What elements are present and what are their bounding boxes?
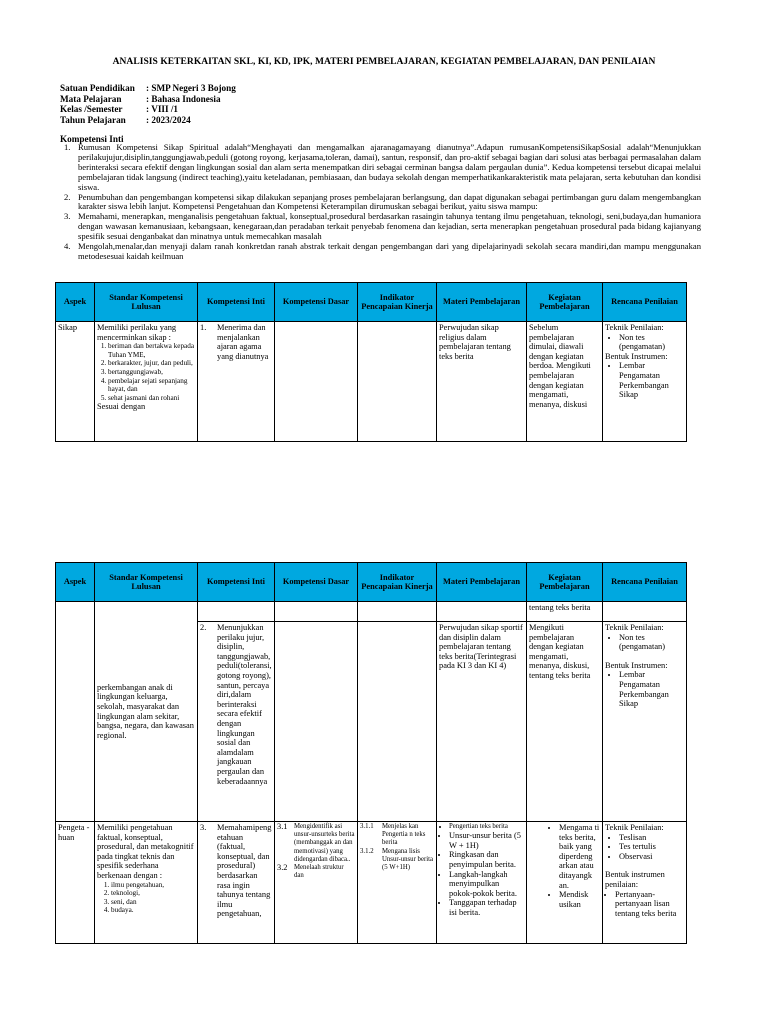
penilaian-instrumen: Bentuk Instrumen: — [605, 351, 668, 361]
header-ipk: Indikator Pencapaian Kinerja — [358, 283, 437, 322]
list-item: • Lembar Pengamatan Perkembangan Sikap — [619, 670, 684, 708]
ki-heading: Kompetensi Inti — [60, 134, 124, 144]
penilaian-teknik-list — [605, 633, 684, 652]
cell-penilaian — [603, 622, 687, 822]
kd-text: Mengidentifik asi unsur-unsurteks berita (membanggak an dan memotivasi) yang didengardan dibaca.. — [294, 823, 355, 863]
penilaian-instrumen: Bentuk instrumen penilaian: — [605, 870, 665, 889]
ipk-item — [360, 823, 434, 848]
cell-aspek: Pengeta -huan — [56, 822, 95, 944]
info-value: : Bahasa Indonesia — [146, 93, 221, 104]
kd-number: 3.2 — [277, 863, 288, 873]
info-value: : 2023/2024 — [146, 114, 191, 125]
ipk-number: 3.1.1 — [360, 823, 374, 830]
list-item: • Lembar Pengamatan Perkembangan Sikap — [619, 361, 684, 399]
header-kegiatan: Kegiatan Pembelajaran — [527, 283, 603, 322]
cell-ki — [198, 622, 275, 822]
list-item: 5. sehat jasmani dan rohani — [108, 394, 195, 403]
list-item: 4. pembelajar sejati sepanjang hayat, dan — [108, 377, 195, 394]
cell-kegiatan: tentang teks berita — [527, 602, 603, 622]
list-item: • Mendisk usikan — [559, 890, 600, 909]
penilaian-teknik-list — [605, 833, 684, 862]
table-header-row — [56, 563, 687, 602]
ki-item — [60, 193, 701, 213]
header-aspek: Aspek — [56, 283, 95, 322]
cell-materi: Perwujudan sikap sportif dan disiplin dalam pembelajaran tentang teks berita(Terintegrasi pada KI 3 dan KI 4) — [437, 622, 527, 822]
identity-block — [60, 83, 236, 125]
header-skl: Standar Kompetensi Lulusan — [95, 563, 198, 602]
ki-number: 2. — [200, 623, 207, 632]
cell-ipk — [358, 822, 437, 944]
kd-item — [277, 823, 355, 864]
kegiatan-list — [529, 823, 600, 909]
skl-list — [97, 342, 195, 402]
penilaian-instrumen-list — [605, 890, 684, 919]
list-item: • Langkah-langkah menyimpulkan pokok-pokok berita. — [449, 870, 524, 899]
info-value: : SMP Negeri 3 Bojong — [146, 83, 236, 93]
cell-kd — [275, 622, 358, 822]
header-materi: Materi Pembelajaran — [437, 563, 527, 602]
ki-item — [60, 143, 701, 193]
analysis-table-2 — [55, 562, 687, 944]
header-aspek: Aspek — [56, 563, 95, 602]
cell-ki — [198, 602, 275, 622]
ki-number: 1. — [64, 142, 71, 152]
ki-number: 3. — [64, 211, 71, 222]
header-penilaian: Rencana Penilaian — [603, 563, 687, 602]
ki-list — [60, 143, 701, 262]
cell-skl: perkembangan anak di lingkungan keluarga, sekolah, masyarakat dan lingkungan alam sekitar, bangsa, negara, dan kawasan regional. — [95, 602, 198, 822]
list-item: 2. teknologi, — [111, 889, 195, 898]
cell-ipk — [358, 622, 437, 822]
list-item: 1. beriman dan bertakwa kepada Tuhan YME, — [108, 342, 195, 359]
cell-ki — [198, 822, 275, 944]
skl-tail: Sesuai dengan — [97, 402, 146, 412]
ki-number: 4. — [64, 241, 71, 252]
list-item: • Tes tertulis — [619, 842, 684, 852]
cell-ipk — [358, 602, 437, 622]
ki-text: Memahamipeng etahuan (faktual, konseptual, dan prosedural) berdasarkan rasa ingin tahunya tentang ilmu pengetahuan, — [217, 823, 272, 919]
document-title: ANALISIS KETERKAITAN SKL, KI, KD, IPK, MATERI PEMBELAJARAN, KEGIATAN PEMBELAJARAN, DAN PENILAIAN — [112, 57, 656, 67]
ipk-number: 3.1.2 — [360, 847, 374, 855]
ipk-text: Mengana lisis Unsur-unsur berita (5 W+1H) — [382, 847, 434, 872]
cell-kd — [275, 602, 358, 622]
cell-kd — [275, 822, 358, 944]
list-item: • Pertanyaan-pertanyaan lisan tentang teks berita — [615, 890, 684, 919]
skl-intro: Memiliki pengetahuan faktual, konseptual, prosedural, dan metakognitif pada tingkat teknis dan spesifik sederhana berkenaan dengan : — [97, 823, 194, 880]
cell-aspek: Sikap — [56, 322, 95, 442]
penilaian-teknik: Teknik Penilaian: — [605, 623, 664, 632]
table-header-row — [56, 283, 687, 322]
header-kd: Kompetensi Dasar — [275, 283, 358, 322]
cell-kegiatan: Mengikuti pembelajaran dengan kegiatan mengamati, menanya, diskusi, tentang teks berita — [527, 622, 603, 822]
header-ki: Kompetensi Inti — [198, 563, 275, 602]
ki-number: 1. — [200, 323, 207, 332]
penilaian-teknik: Teknik Penilaian: — [605, 323, 664, 332]
table-row — [56, 602, 687, 622]
ki-item — [60, 212, 701, 242]
ki-text: Memahami, menerapkan, menganalisis pengetahuan faktual, konseptual,prosedural berdasarkan rasaingin tahunya tentang ilmu pengetahuan, teknologi, seni,budaya,dan humaniora dengan wawasan kemanusiaan, kebangsaan, kenegaraan,dan peradaban terkait penyebab fenomena dan kejadian, serta menerapkan pengetahuan prosedural pada bidang kajianyang spesifik sesuai denganbakat dan minatnya untuk memecahkan masalah — [78, 211, 701, 242]
ki-text: Menunjukkan perilaku jujur, disiplin, tanggungjawab, peduli(toleransi, gotong royong), santun, percaya diri,dalam berinteraksi secara efektif dengan lingkungan sosial dan alamdalam jangkauan pergaulan dan keberadaannya — [217, 623, 272, 786]
analysis-table-1 — [55, 282, 687, 442]
kd-number: 3.1 — [277, 822, 288, 831]
cell-kegiatan — [527, 822, 603, 944]
ki-number: 3. — [200, 823, 207, 832]
cell-materi: Perwujudan sikap religius dalam pembelajaran tentang teks berita — [437, 322, 527, 442]
info-label: Satuan Pendidikan — [60, 83, 135, 93]
list-item: • Non tes (pengamatan) — [619, 633, 684, 652]
cell-materi — [437, 602, 527, 622]
list-item: 3. bertanggungjawab, — [108, 368, 195, 377]
penilaian-teknik-list — [605, 333, 684, 352]
skl-intro: Memiliki perilaku yang mencerminkan sikap : — [97, 323, 177, 342]
info-value: : VIII /1 — [146, 104, 178, 115]
kd-item — [277, 864, 355, 880]
penilaian-instrumen: Bentuk Instrumen: — [605, 660, 668, 670]
info-label: Mata Pelajaran — [60, 93, 122, 104]
info-label: Kelas /Semester — [60, 104, 123, 115]
skl-list — [97, 881, 195, 915]
list-item: • Tanggapan terhadap isi berita. — [449, 898, 524, 917]
list-item: • Unsur-unsur berita (5 W + 1H) — [449, 831, 524, 850]
cell-aspek — [56, 602, 95, 822]
list-item: • Teslisan — [619, 833, 684, 843]
header-ki: Kompetensi Inti — [198, 283, 275, 322]
materi-list — [439, 823, 524, 918]
list-item: • Mengama ti teks berita, baik yang diperdeng arkan atau ditayangk an. — [559, 823, 600, 890]
header-skl: Standar Kompetensi Lulusan — [95, 283, 198, 322]
header-penilaian: Rencana Penilaian — [603, 283, 687, 322]
cell-ki — [198, 322, 275, 442]
penilaian-instrumen-list — [605, 361, 684, 399]
cell-materi — [437, 822, 527, 944]
cell-penilaian — [603, 822, 687, 944]
list-item: 1. ilmu pengetahuan, — [111, 881, 195, 890]
list-item: • Ringkasan dan penyimpulan berita. — [449, 850, 524, 869]
cell-skl — [95, 822, 198, 944]
ki-text: Penumbuhan dan pengembangan kompetensi sikap dilakukan sepanjang proses pembelajaran berlangsung, dan dapat digunakan sebagai pertimbangan guru dalam mengembangkan karakter siswa lebih lanjut. Kompetensi Pengetahuan dan Kompetensi Keterampilan dirumuskan sebagai berikut, yaitu siswa mampu: — [78, 191, 701, 212]
cell-skl — [95, 322, 198, 442]
penilaian-instrumen-list — [605, 670, 684, 708]
table-row — [56, 822, 687, 944]
ki-text: Rumusan Kompetensi Sikap Spiritual adalah“Menghayati dan mengamalkan ajaranagamayang dianutnya”.Adapun rumusanKompetensiSikapSosial adalah“Menunjukkan perilakujujur,disiplin,tanggungjawab,peduli (gotong royong, kerjasama,toleran, damai), santun, responsif, dan pro-aktif sebagai bagian dari solusi atas berbagai permasalahan dalam berinteraksi secara efektif dengan lingkungan sosial dan alam serta menempatkan diri sebagai cerminan bangsa dalam pergaulan dunia”. Kedua kompetensi tersebut dicapai melalui pembelajaran tidak langsung (indirect teaching),yaitu keteladanan, pembiasaan, dan budaya sekolah dengan memperhatikankarakteristik mata pelajaran, serta kebutuhan dan kondisi siswa. — [78, 142, 701, 192]
list-item: • Observasi — [619, 852, 684, 862]
cell-penilaian — [603, 602, 687, 622]
list-item: 2. berkarakter, jujur, dan peduli, — [108, 359, 195, 368]
ipk-item — [360, 848, 434, 873]
ki-item — [60, 242, 701, 262]
ki-text: Mengolah,menalar,dan menyaji dalam ranah konkretdan ranah abstrak terkait dengan pengembangan dari yang dipelajarinyadi sekolah secara mandiri,dan mampu menggunakan metodesesuai kaidah keilmuan — [78, 241, 701, 261]
ki-text: Menerima dan menjalankan ajaran agama yang dianutnya — [217, 323, 269, 361]
cell-ipk — [358, 322, 437, 442]
list-item: • Non tes (pengamatan) — [619, 333, 684, 352]
header-ipk: Indikator Pencapaian Kinerja — [358, 563, 437, 602]
ipk-text: Menjelas kan Pengertia n teks berita — [382, 823, 426, 847]
header-kd: Kompetensi Dasar — [275, 563, 358, 602]
cell-kd — [275, 322, 358, 442]
table-row — [56, 322, 687, 442]
info-label: Tahun Pelajaran — [60, 114, 126, 125]
header-kegiatan: Kegiatan Pembelajaran — [527, 563, 603, 602]
penilaian-teknik: Teknik Penilaian: — [605, 823, 664, 832]
list-item: • Pengertian teks berita — [449, 823, 524, 831]
header-materi: Materi Pembelajaran — [437, 283, 527, 322]
kd-text: Menelaah struktur dan — [294, 864, 344, 880]
ki-number: 2. — [64, 191, 71, 202]
cell-penilaian — [603, 322, 687, 442]
cell-kegiatan: Sebelum pembelajaran dimulai, diawali dengan kegiatan berdoa. Mengikuti pembelajaran dengan kegiatan mengamati, menanya, diskusi — [527, 322, 603, 442]
list-item: 3. seni, dan — [111, 898, 195, 907]
list-item: 4. budaya. — [111, 906, 195, 915]
